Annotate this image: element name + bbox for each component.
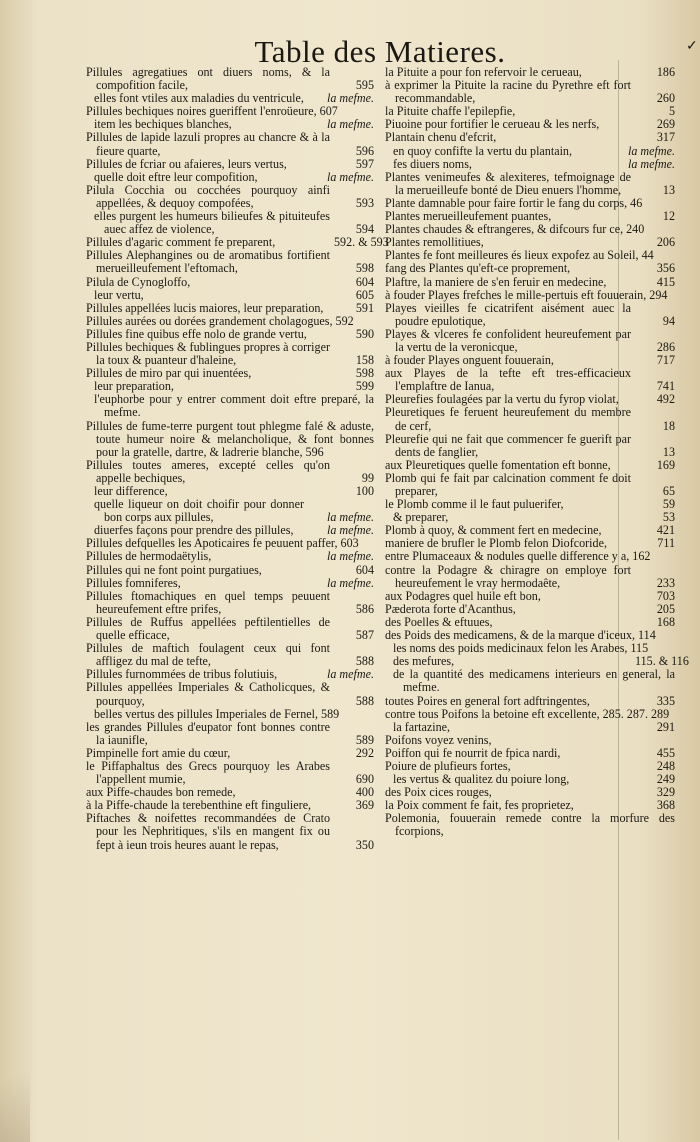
page-number: 206 <box>656 235 675 250</box>
entry-text: Pimpinelle fort amie du cœur, <box>86 745 231 760</box>
entry-text: leur vertu, <box>94 287 144 302</box>
index-entry <box>385 668 675 694</box>
entry-text: Pillules agregatiues ont diuers noms, & la compofition facile, <box>86 65 330 93</box>
page-number: 604 <box>355 274 374 289</box>
page-number: la mefme. <box>326 549 374 564</box>
page-number: 99 <box>361 470 374 485</box>
index-entry <box>86 66 374 92</box>
page-number: 115. & 116 <box>635 654 689 669</box>
entry-text: Pillules bechiques & fublingues propres à corriger la toux & puanteur d'haleine, <box>86 339 330 368</box>
index-entry <box>385 472 675 498</box>
entry-text: Pillules fine quibus effe nolo de grande vertu, <box>86 326 307 341</box>
page-number: 335 <box>656 693 675 708</box>
index-entry <box>385 747 675 760</box>
index-entry <box>86 131 374 157</box>
index-entry <box>86 171 374 184</box>
entry-text: Pillules ftomachiques en quel temps peuuent heureufement eftre prifes, <box>86 588 330 616</box>
index-entry <box>385 171 675 197</box>
page-number: la mefme. <box>326 523 374 538</box>
page-number: 597 <box>355 156 374 171</box>
entry-text: Playes & vlceres fe confolident heureufement par la vertu de la veronicque, <box>385 326 631 354</box>
entry-text: Pleurefie qui ne fait que commencer fe guerift par dents de fanglier, <box>385 431 631 459</box>
entry-text: contre tous Poifons la betoine eft excellente, 285. 287. 289 <box>385 706 670 721</box>
page-number: 350 <box>355 837 374 852</box>
entry-text: Plaftre, la maniere de s'en feruir en medecine, <box>385 274 607 289</box>
page-number: 703 <box>656 588 675 603</box>
page-number: 269 <box>656 117 675 132</box>
index-entry <box>385 367 675 393</box>
index-entry <box>385 328 675 354</box>
page-number: 291 <box>656 719 675 734</box>
entry-text: Pleuretiques fe feruent heureufement du membre de cerf, <box>385 405 631 433</box>
page-title: Table des Matieres. <box>254 34 506 69</box>
index-entry <box>385 406 675 432</box>
entry-text: le Plomb comme il le faut puluerifer, <box>385 497 564 512</box>
entry-text: la Pituite a pour fon refervoir le cerueau, <box>385 65 582 79</box>
page-number: 592. & 593 <box>334 235 389 250</box>
entry-text: leur preparation, <box>94 379 174 394</box>
page-number: 233 <box>656 575 675 590</box>
page-number: 329 <box>656 785 675 800</box>
page-number: 741 <box>656 379 675 394</box>
entry-text: Pillules furnommées de tribus folutiuis, <box>86 667 278 682</box>
page-number: 369 <box>355 798 374 813</box>
index-entry <box>385 276 675 289</box>
page-edge-shadow <box>0 1030 30 1142</box>
entry-text: à la Piffe-chaude la terebenthine eft finguliere, <box>86 798 312 813</box>
entry-text: à exprimer la Pituite la racine du Pyrethre eft fort recommandable, <box>385 78 631 106</box>
entry-text: Plantes fe font meilleures és lieux expofez au Soleil, 44 <box>385 248 654 263</box>
entry-text: quelle doit eftre leur compofition, <box>94 169 258 184</box>
entry-text: Pillules de maftich foulagent ceux qui font affligez du mal de tefte, <box>86 641 330 669</box>
entry-text: les noms des poids medicinaux felon les Arabes, 115 <box>393 641 649 656</box>
page-number: 260 <box>656 91 675 106</box>
entry-text: Pillules Alephangines ou de aromatibus fortifient merueilleufement l'eftomach, <box>86 248 330 276</box>
entry-text: l'euphorbe pour y entrer comment doit eftre preparé, la mefme. <box>94 392 374 420</box>
page-number: 599 <box>355 379 374 394</box>
index-entry <box>86 276 374 289</box>
index-entry <box>385 158 675 171</box>
page-number: 169 <box>656 457 675 472</box>
index-entry <box>86 564 374 577</box>
entry-text: Plantes merueilleufement puantes, <box>385 209 552 224</box>
entry-text: Polemonia, fouuerain remede contre la morfure des fcorpions, <box>385 811 675 839</box>
index-entry <box>86 498 374 524</box>
index-entry <box>385 433 675 459</box>
page-number: 594 <box>355 222 374 237</box>
page-number: 589 <box>355 732 374 747</box>
index-entry <box>385 708 675 721</box>
index-entry <box>385 459 675 472</box>
entry-text: & preparer, <box>393 510 449 525</box>
page-number: 12 <box>662 209 675 224</box>
entry-text: Pillules qui ne font point purgatiues, <box>86 562 262 577</box>
page-number: la mefme. <box>326 117 374 132</box>
entry-text: les grandes Pillules d'eupator font bonnes contre la iaunifle, <box>86 719 330 747</box>
index-entry <box>86 328 374 341</box>
page-number: 18 <box>662 418 675 433</box>
index-entry <box>86 341 374 367</box>
entry-text: la Poix comment fe fait, fes proprietez, <box>385 798 574 813</box>
entry-text: la Pituite chaffe l'epilepfie, <box>385 104 516 119</box>
entry-text: Pillules appellées Imperiales & Catholicques, & pourquoy, <box>86 680 330 708</box>
index-entry <box>385 590 675 603</box>
page-number: 604 <box>355 562 374 577</box>
entry-text: toutes Poires en general fort adftringentes, <box>385 693 590 708</box>
page-number: 596 <box>355 143 374 158</box>
index-entry <box>385 695 675 708</box>
entry-text: Pillules appellées lucis maiores, leur preparation, <box>86 300 324 315</box>
index-entry <box>86 210 374 236</box>
index-entry <box>86 420 374 459</box>
index-entry <box>385 131 675 144</box>
entry-text: Plomb qui fe fait par calcination comment fe doit preparer, <box>385 470 631 498</box>
page-number: 588 <box>355 693 374 708</box>
index-entry <box>86 393 374 419</box>
entry-text: Pillules de hermodaëtylis, <box>86 549 212 564</box>
page-number: 492 <box>656 392 675 407</box>
page-number: la mefme. <box>326 169 374 184</box>
page-number: 368 <box>656 798 675 813</box>
page-number: la mefme. <box>326 510 374 525</box>
page-number: 158 <box>355 353 374 368</box>
page-number: 587 <box>355 628 374 643</box>
page-number: 598 <box>355 366 374 381</box>
page-number: 100 <box>355 484 374 498</box>
entry-text: des Poelles & eftuues, <box>385 614 493 629</box>
entry-text: leur difference, <box>94 484 168 498</box>
page-number: 13 <box>662 182 675 197</box>
page-number: 94 <box>662 313 675 328</box>
page-number: 292 <box>355 745 374 760</box>
page-number: 586 <box>355 601 374 616</box>
page-number: 421 <box>656 523 675 538</box>
index-entry <box>86 747 374 760</box>
entry-text: les vertus & qualitez du poiure long, <box>393 772 570 787</box>
page-number: 248 <box>656 758 675 773</box>
index-entry <box>86 289 374 302</box>
entry-text: Piuoine pour fortifier le cerueau & les nerfs, <box>385 117 600 132</box>
page-number: 588 <box>355 654 374 669</box>
page-number: 205 <box>656 601 675 616</box>
entry-text: Pæderota forte d'Acanthus, <box>385 601 516 616</box>
index-entry <box>86 459 374 485</box>
page-number: 317 <box>656 130 675 145</box>
left-column <box>86 65 389 852</box>
entry-text: des Poids des medicamens, & de la marque d'iceux, 114 <box>385 628 656 643</box>
entry-text: Plantes venimeufes & alexiteres, tefmoignage de la merueilleufe bonté de Dieu enuers l'homme, <box>385 169 631 197</box>
entry-text: Pillules de lapide lazuli propres au chancre & à la fieure quarte, <box>86 130 330 158</box>
index-entry <box>86 721 374 747</box>
page-number: 590 <box>355 326 374 341</box>
entry-text: la fartazine, <box>393 719 451 734</box>
page-number: 595 <box>355 78 374 93</box>
entry-text: à fouder Playes frefches le mille-pertuis eft fouuerain, 294 <box>385 287 668 302</box>
entry-text: Pillules bechiques noires gueriffent l'enroüeure, 607 <box>86 104 338 119</box>
page-number: 286 <box>656 339 675 354</box>
index-entry <box>86 249 374 275</box>
entry-text: Pillules toutes ameres, excepté celles qu'on appelle bechiques, <box>86 457 330 485</box>
entry-text: Plantes chaudes & eftrangeres, & difcours fur ce, 240 <box>385 222 645 237</box>
index-entry <box>86 681 374 707</box>
entry-text: Playes vieilles fe cicatrifent aisément auec la poudre epulotique, <box>385 300 631 328</box>
margin-mark: ✓ <box>686 39 698 54</box>
page-number: la mefme. <box>326 575 374 590</box>
index-entry <box>86 708 374 721</box>
page-number: 605 <box>355 287 374 302</box>
entry-text: aux Pleuretiques quelle fomentation eft bonne, <box>385 457 611 472</box>
page-number: 13 <box>662 444 675 459</box>
entry-text: Pillules de fcriar ou afaieres, leurs vertus, <box>86 156 287 171</box>
entry-text: Plomb à quoy, & comment fert en medecine, <box>385 523 602 538</box>
page-number: la mefme. <box>326 91 374 106</box>
entry-text: Pleurefies foulagées par la vertu du fyrop violat, <box>385 392 619 407</box>
index-entry <box>385 603 675 616</box>
entry-text: Plantain chenu d'efcrit, <box>385 130 497 145</box>
entry-text: Pillules defquelles les Apoticaires fe peuuent paffer, 603 <box>86 536 359 551</box>
index-entry <box>385 145 675 158</box>
entry-text: fang des Plantes qu'eft-ce proprement, <box>385 261 571 276</box>
page-number: 690 <box>355 772 374 787</box>
page-number: 186 <box>656 65 675 79</box>
page-number: 415 <box>656 274 675 289</box>
entry-text: Poifons voyez venins, <box>385 732 492 747</box>
page-number: 598 <box>355 261 374 276</box>
page-number: 717 <box>656 353 675 368</box>
entry-text: elles purgent les humeurs bilieufes & pituiteufes auec affez de violence, <box>94 209 330 237</box>
entry-text: Poiffon qui fe nourrit de fpica nardi, <box>385 745 561 760</box>
entry-text: Plantes remollitiues, <box>385 235 484 250</box>
entry-text: aux Playes de la tefte eft tres-efficacieux l'emplaftre de Ianua, <box>385 366 631 394</box>
entry-text: maniere de brufler le Plomb felon Diofcoride, <box>385 536 607 551</box>
entry-text: à fouder Playes onguent fouuerain, <box>385 353 554 368</box>
entry-text: Plante damnable pour faire fortir le fang du corps, 46 <box>385 195 643 210</box>
index-entry <box>86 642 374 668</box>
entry-text: aux Podagres quel huile eft bon, <box>385 588 541 603</box>
index-entry <box>385 262 675 275</box>
index-entry <box>86 302 374 315</box>
entry-text: Poiure de plufieurs fortes, <box>385 758 511 773</box>
index-entry <box>86 158 374 171</box>
entry-text: Pillules d'agaric comment fe preparent, <box>86 235 276 250</box>
index-entry <box>86 577 374 590</box>
index-entry <box>385 550 675 563</box>
entry-text: de la quantité des medicamens interieurs en general, la mefme. <box>393 667 675 695</box>
page-number: 53 <box>662 510 675 525</box>
entry-text: Pillules de fume-terre purgent tout phlegme falé & aduste, toute humeur noire & melancholique, & font bonnes pour la gratelle, dartre, & ladrerie blanche, 596 <box>86 418 374 459</box>
page-number: 593 <box>355 195 374 210</box>
index-entry <box>385 289 675 302</box>
index-entry <box>86 590 374 616</box>
page-number: 59 <box>662 497 675 512</box>
page-number: la mefme. <box>326 667 374 682</box>
page-number: 249 <box>656 772 675 787</box>
entry-text: Piftaches & noifettes recommandées de Crato pour les Nephritiques, s'ils en mangent fix ou fept à ieun trois heures auant le repas, <box>86 811 330 852</box>
index-entry <box>86 315 374 328</box>
index-entry <box>86 616 374 642</box>
index-entry <box>86 550 374 563</box>
entry-text: belles vertus des pillules Imperiales de Fernel, 589 <box>94 706 340 721</box>
entry-text: des Poix cices rouges, <box>385 785 492 800</box>
index-entry <box>86 812 374 851</box>
index-entry <box>385 812 675 838</box>
page-number: 591 <box>355 300 374 315</box>
entry-text: le Piffaphaltus des Grecs pourquoy les Arabes l'appellent mumie, <box>86 758 330 787</box>
entry-text: contre la Podagre & chiragre on employe fort heureufement le vray hermodaête, <box>385 562 631 590</box>
page-number: 5 <box>668 104 675 119</box>
index-entry <box>385 564 675 590</box>
entry-text: Pillules aurées ou dorées grandement cholagogues, 592 <box>86 313 354 328</box>
entry-text: Pillules fomniferes, <box>86 575 181 590</box>
index-entry <box>86 760 374 786</box>
right-column <box>385 65 689 839</box>
index-entry <box>86 184 374 210</box>
entry-text: Pillules de miro par qui inuentées, <box>86 366 252 381</box>
index-entry <box>385 734 675 747</box>
entry-text: fes diuers noms, <box>393 156 472 171</box>
entry-text: entre Plumaceaux & nodules quelle difference y a, 162 <box>385 549 651 564</box>
entry-text: des mefures, <box>393 654 455 669</box>
page-number: 65 <box>662 484 675 498</box>
entry-text: quelle liqueur on doit choifir pour donner bon corps aux pillules, <box>94 497 304 525</box>
entry-text: aux Piffe-chaudes bon remede, <box>86 785 236 800</box>
page-number: la mefme. <box>627 143 675 158</box>
entry-text: elles font vtiles aux maladies du ventricule, <box>94 91 304 106</box>
page-number: 711 <box>657 536 675 551</box>
page-number: 356 <box>656 261 675 276</box>
entry-text: diuerfes façons pour prendre des pillules, <box>94 523 294 538</box>
page-number: 400 <box>355 785 374 800</box>
entry-text: en quoy confifte la vertu du plantain, <box>393 143 572 158</box>
page-number: la mefme. <box>627 156 675 171</box>
index-entry <box>385 302 675 328</box>
page-number: 455 <box>656 745 675 760</box>
index-entry <box>385 79 675 105</box>
entry-text: Pilula de Cynogloffo, <box>86 274 191 289</box>
entry-text: Pilula Cocchia ou cocchées pourquoy ainfi appellées, & dequoy compofées, <box>86 182 330 210</box>
entry-text: item les bechiques blanches, <box>94 117 232 132</box>
entry-text: Pillules de Ruffus appellées peftilentielles de quelle efficace, <box>86 614 330 643</box>
index-entry <box>385 721 675 734</box>
page-number: 168 <box>656 614 675 629</box>
